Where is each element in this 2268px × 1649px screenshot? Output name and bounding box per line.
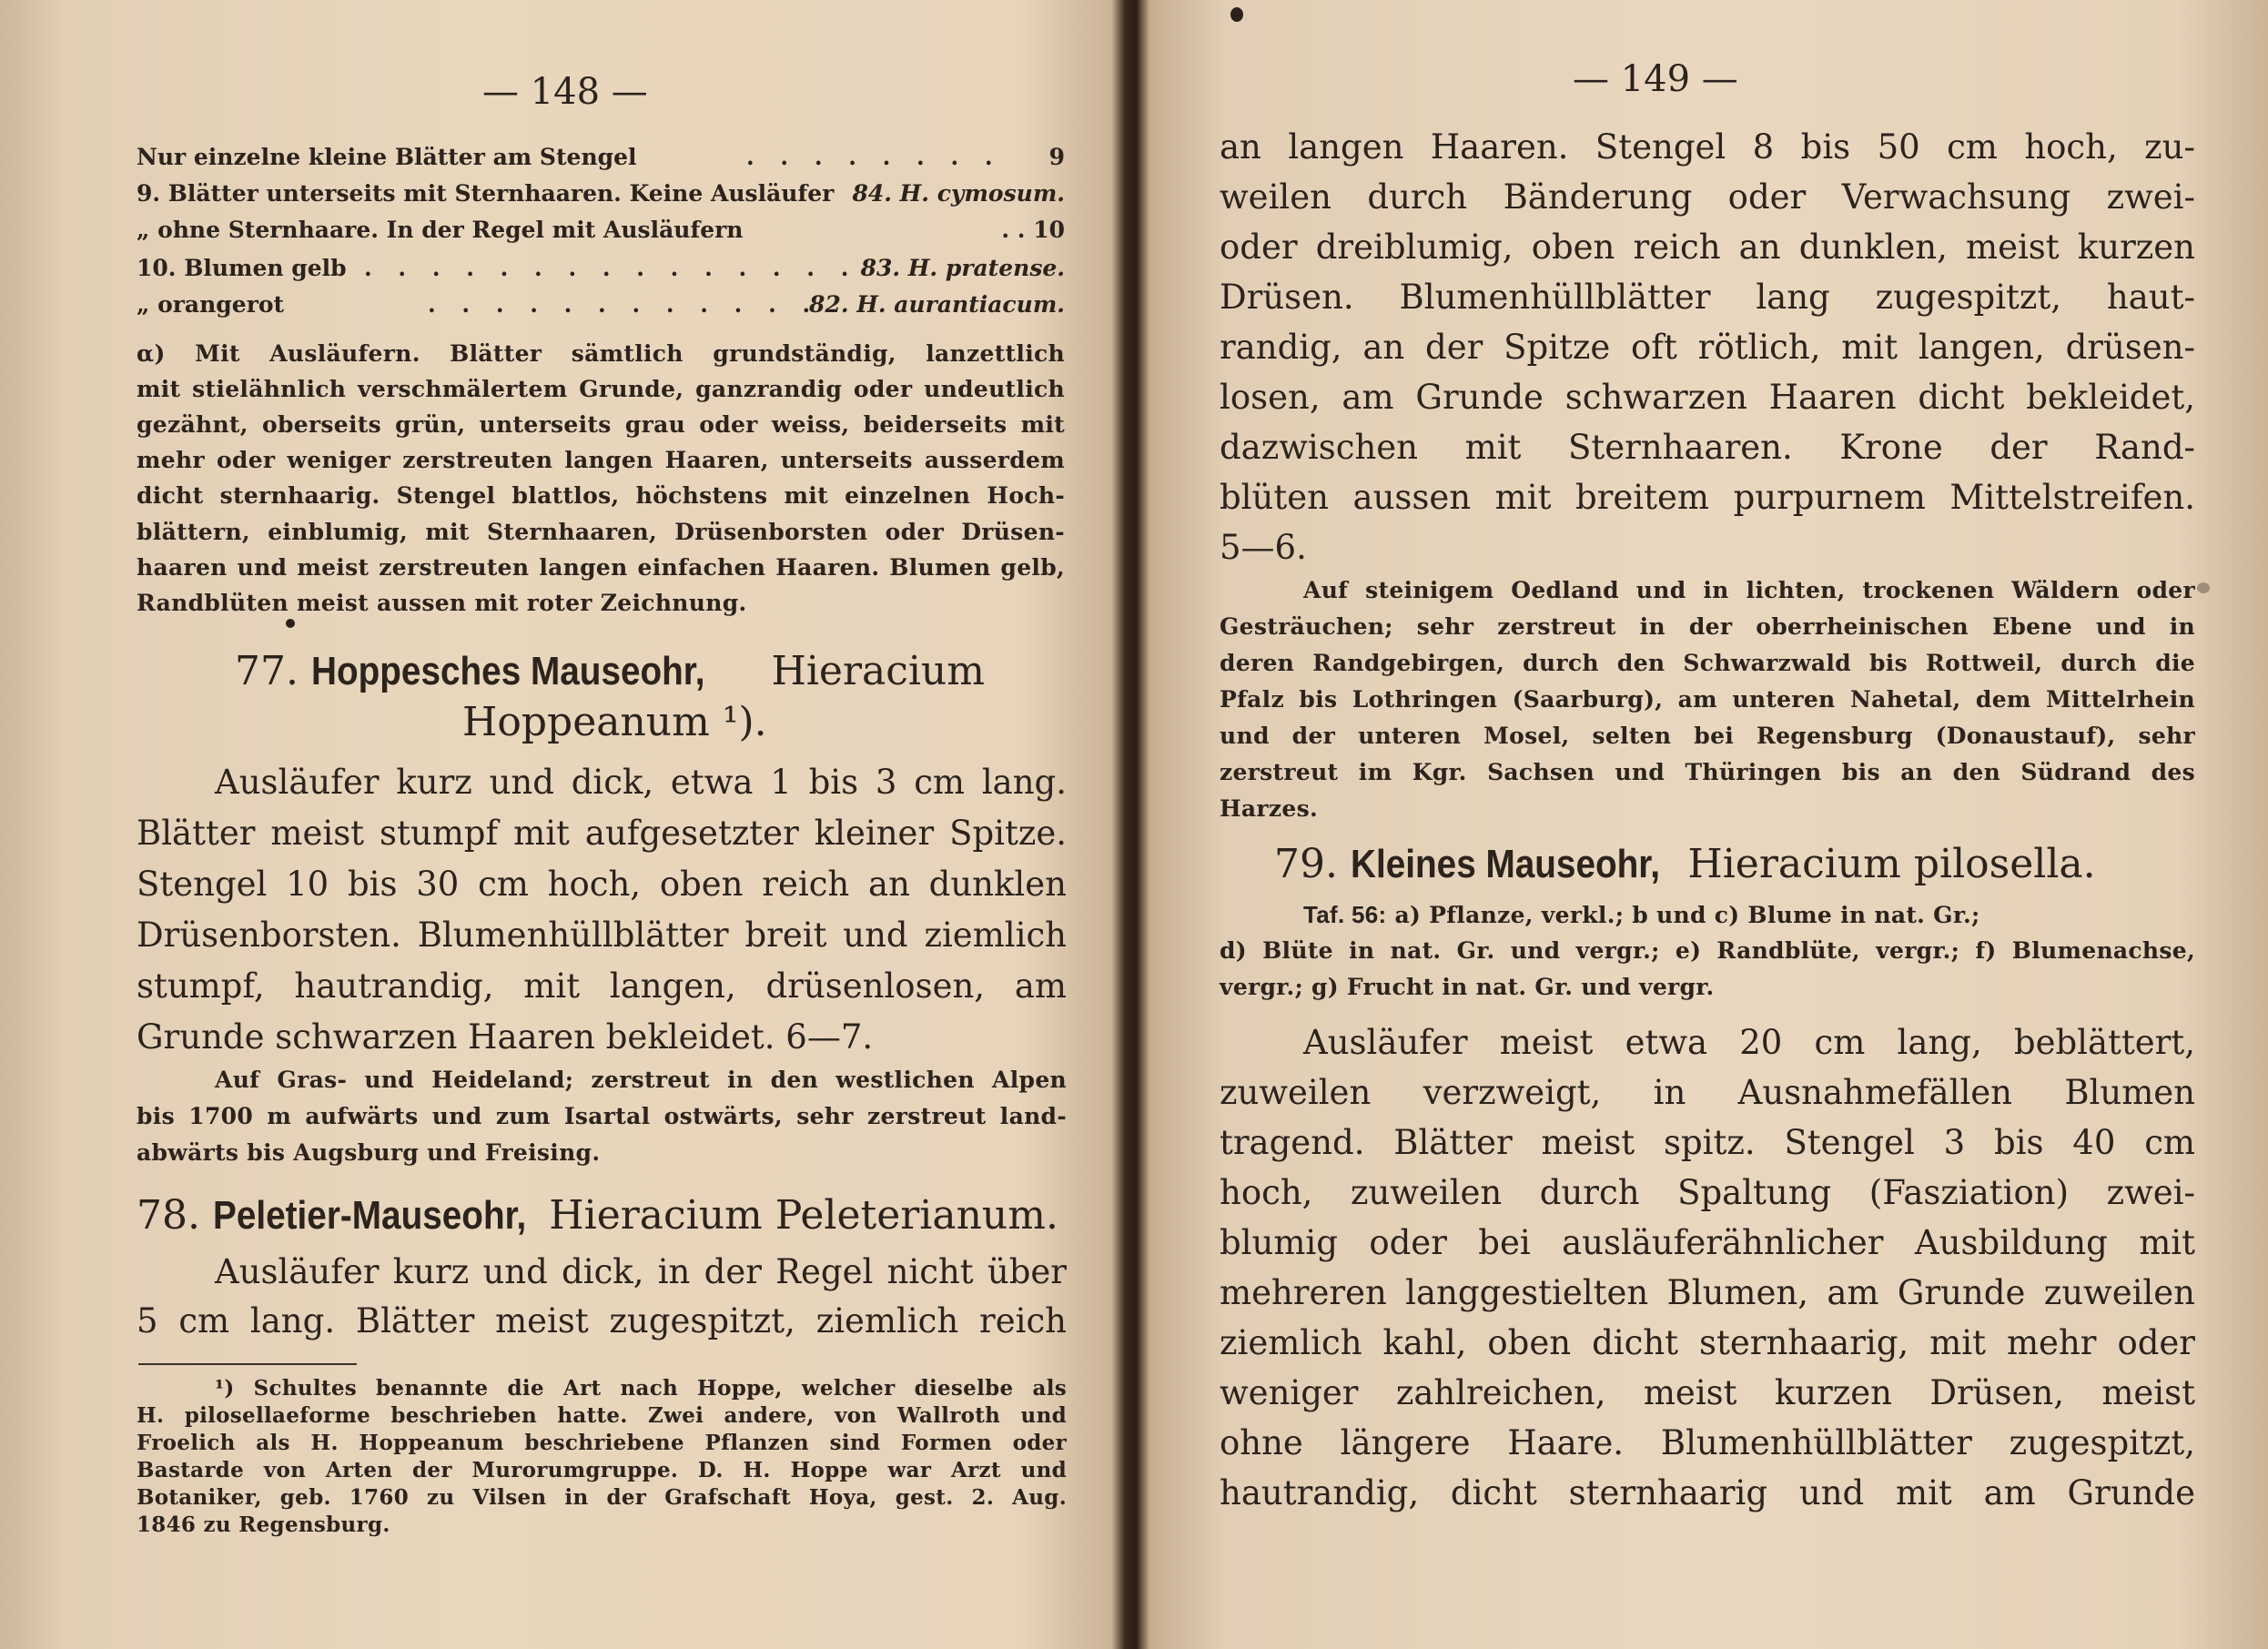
text-line: dicht sternhaarig. Stengel blattlos, höchstens mit einzelnen Hoch-: [137, 482, 1065, 509]
habitat-line: Auf steinigem Oedland und in lichten, trockenen Wäldern oder: [1303, 577, 2195, 603]
text-line: gezähnt, oberseits grün, unterseits grau oder weiss, beiderseits mit: [137, 411, 1065, 438]
text-line: zuweilen verzweigt, in Ausnahmefällen Blumen: [1220, 1073, 2195, 1112]
habitat-line: und der unteren Mosel, selten bei Regensburg (Donaustauf), sehr: [1220, 723, 2195, 749]
footnote-rule: [138, 1363, 357, 1365]
habitat-line: Gesträuchen; sehr zerstreut in der oberrheinischen Ebene und in: [1220, 613, 2195, 640]
key-line: Nur einzelne kleine Blätter am Stengel . . . . . . . . 9: [137, 144, 1065, 170]
habitat-line: abwärts bis Augsburg und Freising.: [137, 1139, 601, 1166]
text-line: ziemlich kahl, oben dicht sternhaarig, mit mehr oder: [1220, 1323, 2195, 1362]
plate-line: Taf. 56: a) Pflanze, verkl.; b und c) Blume in nat. Gr.;: [1303, 901, 1980, 928]
habitat-line: zerstreut im Kgr. Sachsen und Thüringen bis an den Südrand des: [1220, 759, 2195, 785]
text-line: Ausläufer kurz und dick, in der Regel nicht über: [215, 1252, 1067, 1291]
text-line: α) Mit Ausläufern. Blätter sämtlich grundständig, lanzettlich: [137, 340, 1065, 367]
text-line: mit stielähnlich verschmälertem Grunde, ganzrandig oder undeutlich: [137, 376, 1065, 402]
species-latin-name: Hoppeanum ¹).: [462, 699, 767, 745]
habitat-line: bis 1700 m aufwärts und zum Isartal ostwärts, sehr zerstreut land-: [137, 1103, 1067, 1129]
text-line: tragend. Blätter meist spitz. Stengel 3 bis 40 cm: [1220, 1123, 2195, 1162]
plate-line: vergr.; g) Frucht in nat. Gr. und vergr.: [1220, 974, 1715, 1000]
text-line: Blätter meist stumpf mit aufgesetzter kleiner Spitze.: [137, 814, 1067, 853]
footnote-line: Bastarde von Arten der Murorumgruppe. D. H. Hoppe war Arzt und: [137, 1458, 1067, 1482]
habitat-line: Pfalz bis Lothringen (Saarburg), am unteren Nahetal, dem Mittelrhein: [1220, 686, 2195, 713]
text-line: Drüsenborsten. Blumenhüllblätter breit und ziemlich: [137, 916, 1067, 955]
text-line: 5 cm lang. Blätter meist zugespitzt, ziemlich reich: [137, 1301, 1067, 1340]
footnote-line: 1846 zu Regensburg.: [137, 1512, 390, 1537]
key-line: 10. Blumen gelb . . . . . . . . . . . . . . . 83. H. pratense.: [137, 255, 1065, 281]
habitat-line: deren Randgebirgen, durch den Schwarzwald bis Rottweil, durch die: [1220, 650, 2195, 676]
text-line: Stengel 10 bis 30 cm hoch, oben reich an dunklen: [137, 865, 1067, 904]
text-line: 5—6.: [1220, 528, 1307, 567]
text-line: blumig oder bei ausläuferähnlicher Ausbildung mit: [1220, 1223, 2195, 1262]
text-line: Drüsen. Blumenhüllblätter lang zugespitzt, haut-: [1220, 278, 2195, 317]
footnote-line: H. pilosellaeforme beschrieben hatte. Zwei andere, von Wallroth und: [137, 1403, 1067, 1428]
plate-line: d) Blüte in nat. Gr. und vergr.; e) Randblüte, vergr.; f) Blumenachse,: [1220, 937, 2195, 964]
footnote-line: ¹) Schultes benannte die Art nach Hoppe, welcher dieselbe als: [215, 1376, 1067, 1401]
text-line: randig, an der Spitze oft rötlich, mit langen, drüsen-: [1220, 328, 2195, 367]
text-line: blättern, einblumig, mit Sternhaaren, Drüsenborsten oder Drüsen-: [137, 519, 1065, 545]
text-line: an langen Haaren. Stengel 8 bis 50 cm hoch, zu-: [1220, 127, 2195, 167]
right-page: [1147, 0, 2268, 1649]
text-line: Ausläufer meist etwa 20 cm lang, beblättert,: [1303, 1023, 2195, 1062]
text-line: haaren und meist zerstreuten langen einfachen Haaren. Blumen gelb,: [137, 554, 1065, 581]
species-heading: 78. Peletier-Mauseohr, Hieracium Peleterianum.: [137, 1192, 1058, 1239]
left-page: [0, 0, 1129, 1649]
habitat-line: Auf Gras- und Heideland; zerstreut in den westlichen Alpen: [215, 1067, 1067, 1093]
species-heading: 77. Hoppesches Mauseohr, Hieracium: [235, 648, 985, 694]
footnote-line: Botaniker, geb. 1760 zu Vilsen in der Grafschaft Hoya, gest. 2. Aug.: [137, 1485, 1067, 1510]
key-line: „ orangerot . . . . . . . . . . . . 82. H. aurantiacum.: [137, 291, 1065, 318]
text-line: oder dreiblumig, oben reich an dunklen, meist kurzen: [1220, 228, 2195, 267]
footnote-line: Froelich als H. Hoppeanum beschriebene Pflanzen sind Formen oder: [137, 1431, 1067, 1455]
text-line: blüten aussen mit breitem purpurnem Mittelstreifen.: [1220, 478, 2195, 517]
key-line: „ ohne Sternhaare. In der Regel mit Ausläufern . . 10: [137, 217, 1065, 243]
text-line: Grunde schwarzen Haaren bekleidet. 6—7.: [137, 1017, 874, 1057]
text-line: mehr oder weniger zerstreuten langen Haaren, unterseits ausserdem: [137, 447, 1065, 473]
text-line: hoch, zuweilen durch Spaltung (Fasziation) zwei-: [1220, 1173, 2195, 1212]
text-line: losen, am Grunde schwarzen Haaren dicht bekleidet,: [1220, 378, 2195, 417]
text-line: Randblüten meist aussen mit roter Zeichnung.: [137, 590, 747, 616]
text-line: weniger zahlreichen, meist kurzen Drüsen, meist: [1220, 1373, 2195, 1412]
text-line: hautrandig, dicht sternhaarig und mit am Grunde: [1220, 1473, 2195, 1512]
text-line: weilen durch Bänderung oder Verwachsung zwei-: [1220, 177, 2195, 217]
habitat-line: Harzes.: [1220, 795, 1318, 822]
text-line: Ausläufer kurz und dick, etwa 1 bis 3 cm lang.: [215, 763, 1067, 802]
text-line: dazwischen mit Sternhaaren. Krone der Rand-: [1220, 428, 2195, 467]
key-line: 9. Blätter unterseits mit Sternhaaren. Keine Ausläufer 84. H. cymosum.: [137, 180, 1065, 207]
species-heading: 79. Kleines Mauseohr, Hieracium pilosella.: [1274, 841, 2096, 887]
page-number: — 149 —: [1573, 58, 1738, 100]
text-line: stumpf, hautrandig, mit langen, drüsenlosen, am: [137, 966, 1067, 1006]
page-number: — 148 —: [482, 71, 648, 113]
text-line: ohne längere Haare. Blumenhüllblätter zugespitzt,: [1220, 1423, 2195, 1462]
text-line: mehreren langgestielten Blumen, am Grunde zuweilen: [1220, 1273, 2195, 1312]
plate-label: Taf. 56:: [1303, 901, 1387, 928]
